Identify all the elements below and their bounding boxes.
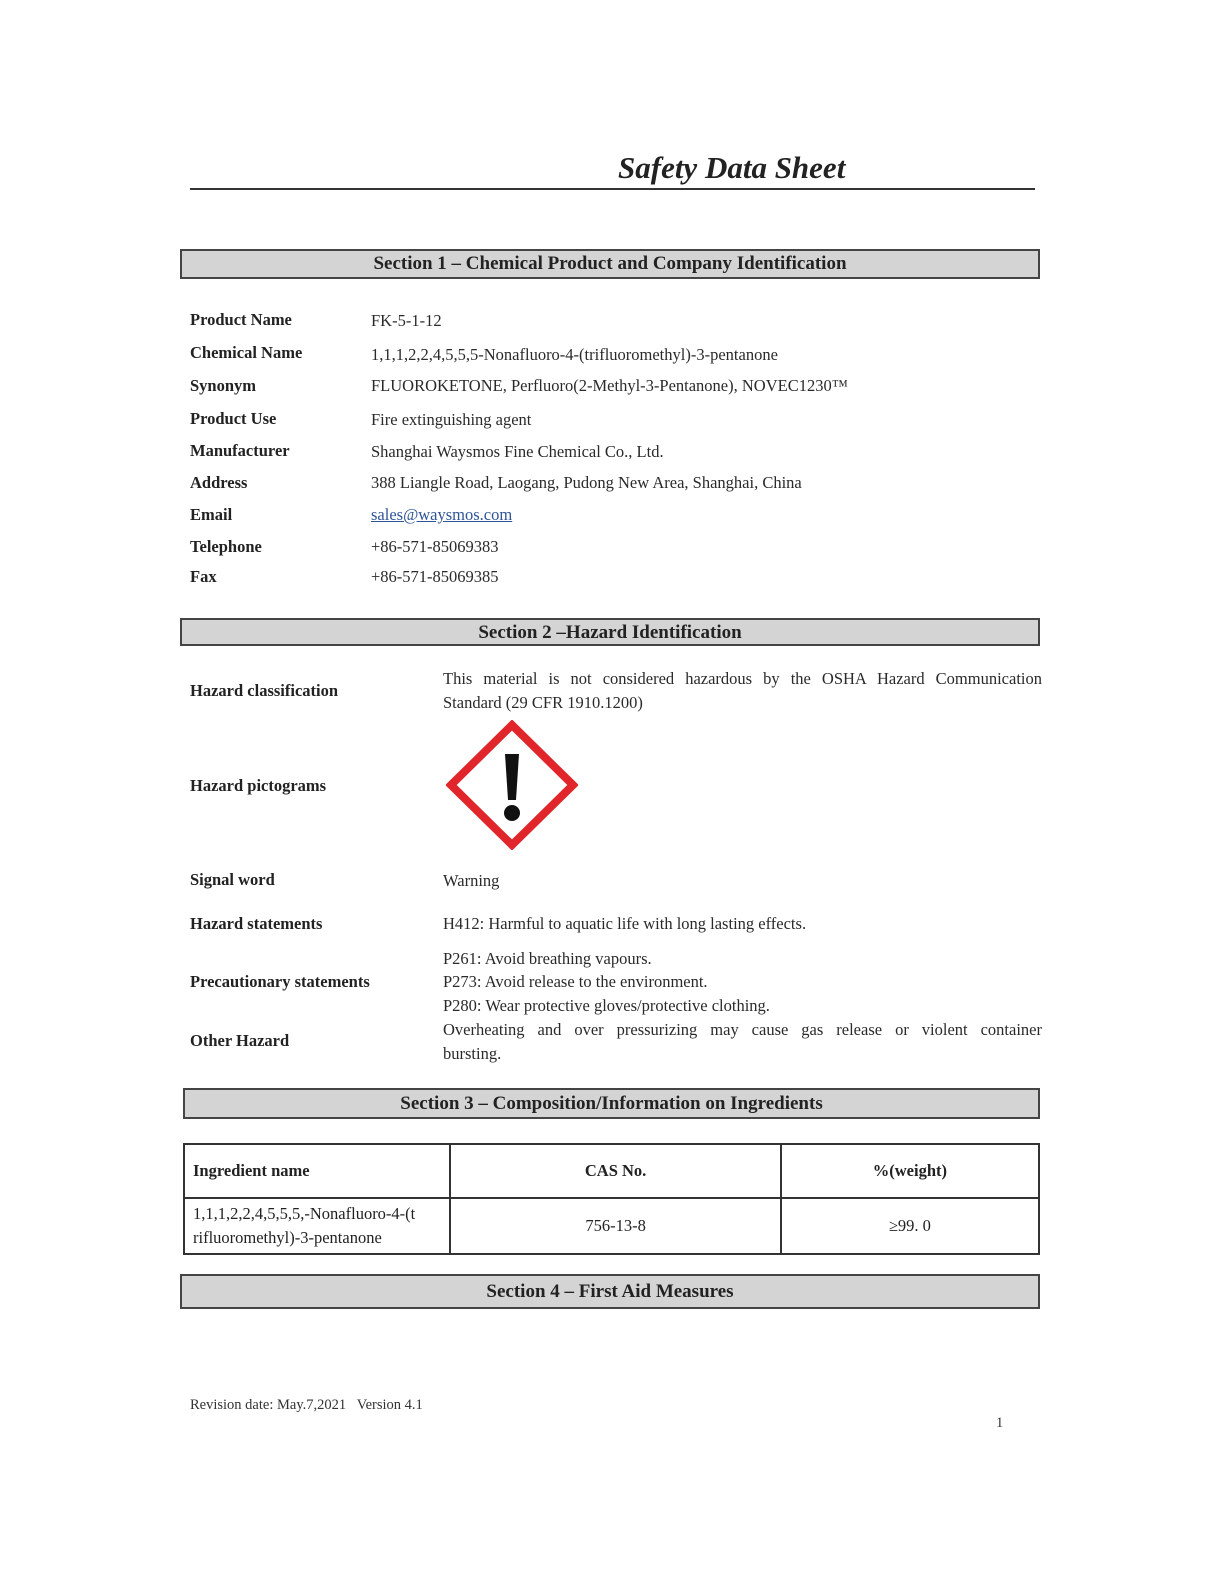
- header-ingredient-name: Ingredient name: [184, 1144, 450, 1198]
- hazard-classification-line2: Standard (29 CFR 1910.1200): [443, 693, 643, 712]
- header-weight: %(weight): [781, 1144, 1039, 1198]
- ingredient-name-line2: rifluoromethyl)-3-pentanone: [193, 1228, 382, 1247]
- other-hazard-line1: Overheating and over pressurizing may cause gas release or violent container: [443, 1020, 1042, 1039]
- ingredient-name-line1: 1,1,1,2,2,4,5,5,5,-Nonafluoro-4-(t: [193, 1204, 416, 1223]
- fax-value: +86-571-85069385: [371, 567, 499, 586]
- email-label: Email: [190, 505, 233, 524]
- email-link[interactable]: sales@waysmos.com: [371, 505, 513, 524]
- chemical-name-label: Chemical Name: [190, 343, 303, 362]
- section-1-heading: Section 1 – Chemical Product and Company Identification: [180, 249, 1040, 279]
- section-4-heading: Section 4 – First Aid Measures: [180, 1274, 1040, 1309]
- product-use-value: Fire extinguishing agent: [371, 410, 532, 429]
- signal-word-value: Warning: [443, 871, 500, 890]
- fax-label: Fax: [190, 567, 217, 586]
- chemical-name-value: 1,1,1,2,2,4,5,5,5-Nonafluoro-4-(trifluoromethyl)-3-pentanone: [371, 345, 778, 364]
- hazard-pictograms-label: Hazard pictograms: [190, 776, 327, 795]
- synonym-value: FLUOROKETONE, Perfluoro(2-Methyl-3-Pentanone), NOVEC1230™: [371, 376, 848, 395]
- product-use-label: Product Use: [190, 409, 277, 428]
- cas-number-cell: 756-13-8: [450, 1198, 780, 1254]
- signal-word-label: Signal word: [190, 870, 275, 889]
- weight-cell: ≥99. 0: [781, 1198, 1039, 1254]
- hazard-classification-label: Hazard classification: [190, 681, 339, 700]
- address-label: Address: [190, 473, 248, 492]
- product-name-value: FK-5-1-12: [371, 311, 442, 330]
- hazard-classification-line1: This material is not considered hazardous by the OSHA Hazard Communication: [443, 669, 1042, 688]
- synonym-label: Synonym: [190, 376, 257, 395]
- precautionary-line-p261: P261: Avoid breathing vapours.: [443, 949, 652, 968]
- page-number: 1: [996, 1415, 1004, 1431]
- manufacturer-value: Shanghai Waysmos Fine Chemical Co., Ltd.: [371, 442, 664, 461]
- document-title: Safety Data Sheet: [618, 150, 846, 185]
- section-2-heading: Section 2 –Hazard Identification: [180, 618, 1040, 646]
- ingredients-table: [183, 1143, 1040, 1255]
- other-hazard-label: Other Hazard: [190, 1031, 290, 1050]
- telephone-label: Telephone: [190, 537, 262, 556]
- precautionary-line-p280: P280: Wear protective gloves/protective clothing.: [443, 996, 770, 1015]
- section-3-heading: Section 3 – Composition/Information on Ingredients: [183, 1088, 1040, 1119]
- header-cas-no: CAS No.: [450, 1144, 780, 1198]
- exclamation-mark-diamond-icon: [446, 720, 578, 850]
- address-value: 388 Liangle Road, Laogang, Pudong New Area, Shanghai, China: [371, 473, 802, 492]
- telephone-value: +86-571-85069383: [371, 537, 499, 556]
- hazard-statements-value: H412: Harmful to aquatic life with long lasting effects.: [443, 914, 807, 933]
- product-name-label: Product Name: [190, 310, 292, 329]
- other-hazard-line2: bursting.: [443, 1044, 502, 1063]
- table-row: [184, 1198, 1039, 1254]
- manufacturer-label: Manufacturer: [190, 441, 290, 460]
- table-header-row: [184, 1144, 1039, 1198]
- title-rule: [190, 188, 1035, 190]
- revision-footer: Revision date: May.7,2021 Version 4.1: [190, 1397, 423, 1413]
- precautionary-statements-label: Precautionary statements: [190, 972, 370, 991]
- precautionary-line-p273: P273: Avoid release to the environment.: [443, 972, 708, 991]
- hazard-statements-label: Hazard statements: [190, 914, 323, 933]
- ingredient-name-cell: [184, 1198, 450, 1254]
